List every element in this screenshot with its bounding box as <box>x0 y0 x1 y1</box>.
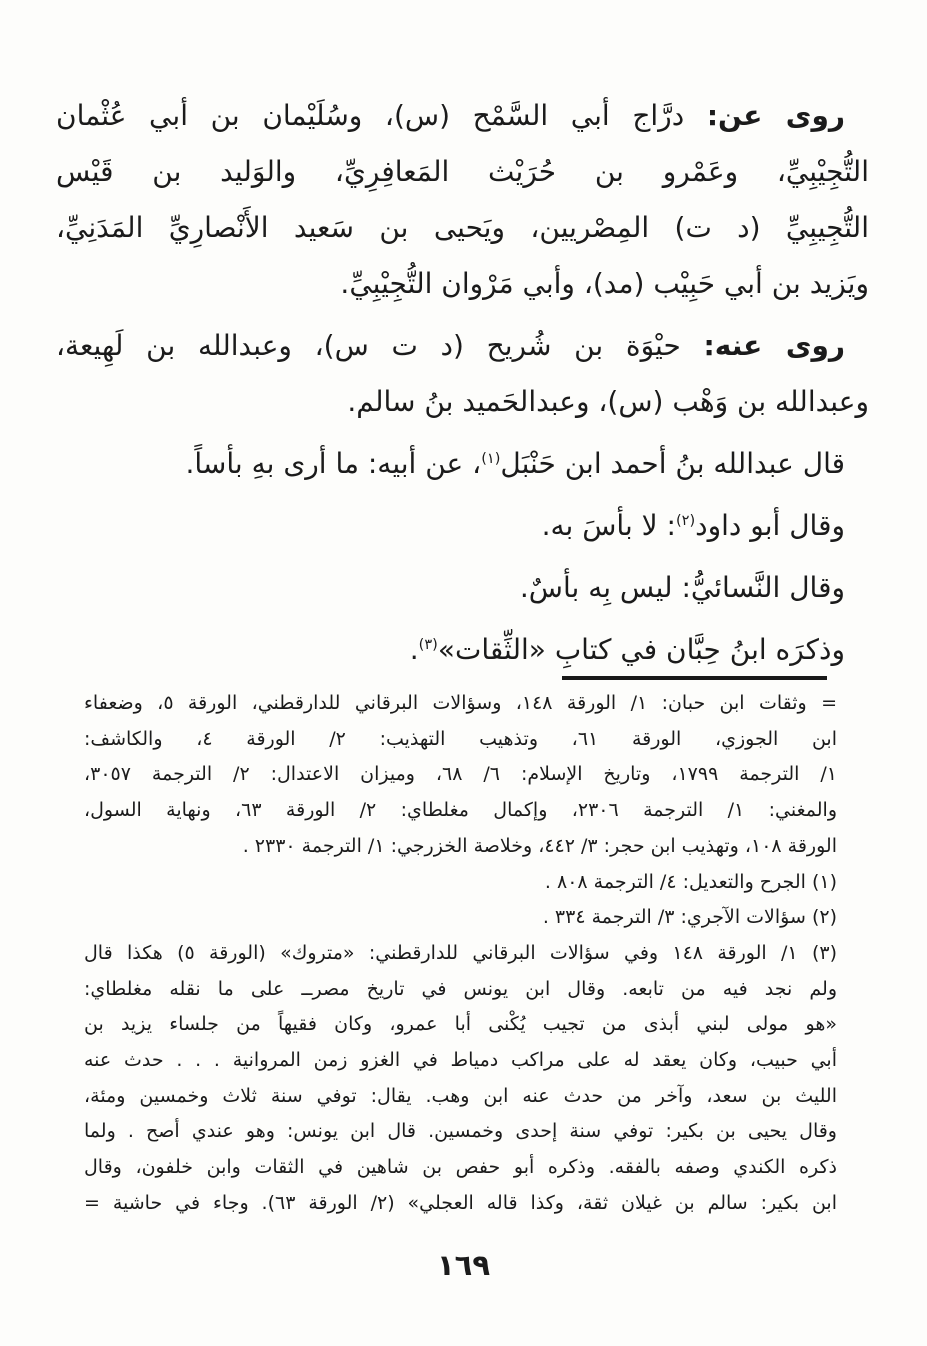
text-line: روى عنه: حيْوَة بن شُريح (د ت س)، وعبدالله بن لَهِيعة، <box>56 329 846 362</box>
paragraph <box>56 498 869 554</box>
footnote-line: والمغني: ١/ الترجمة ٢٣٠٦، وإكمال مغلطاي: ٢/ الورقة ٦٣، ونهاية السول، <box>84 799 837 822</box>
footnote-ref: (٣) <box>418 636 438 653</box>
footnote-line: الورقة ١٠٨، وتهذيب ابن حجر: ٣/ ٤٤٢، وخلاصة الخزرجي: ١/ الترجمة ٢٣٣٠ . <box>242 834 837 857</box>
paragraph <box>56 318 869 430</box>
paragraph <box>56 560 869 616</box>
text-line: روى عن: درَّاج أبي السَّمْح (س)، وسُلَيْمان بن أبي عُثْمان <box>56 99 845 132</box>
paragraph <box>56 88 869 312</box>
text-line: ويَزيد بن أبي حَبِيْب (مد)، وأبي مَرْوان التُّجِيْبِيِّ. <box>340 267 869 300</box>
footnote-marker: (١) <box>811 870 837 893</box>
text-line: التُّجِيْبِيِّ، وعَمْرو بن حُرَيْث المَعافِرِيِّ، والوَليد بن قَيْس <box>56 155 869 188</box>
footnotes <box>84 686 837 1222</box>
main-text <box>56 88 869 678</box>
text-line: قال عبدالله بنُ أحمد ابن حَنْبَل$^{(١)}$، عن أبيه: ما أرى بهِ بأساً. <box>185 447 845 480</box>
footnote-line: = وثقات ابن حبان: ١/ الورقة ١٤٨، وسؤالات البرقاني للدارقطني، الورقة ٥، وضعفاء <box>84 692 837 714</box>
footnote-block <box>84 900 837 936</box>
paragraph <box>56 436 869 492</box>
text-line: وقال أبو داود$^{(٢)}$: لا بأسَ به. <box>541 509 845 542</box>
footnote-marker: = <box>821 692 837 714</box>
footnote-line: ابن بكير: سالم بن غيلان ثقة، وكذا قاله العجلي» (٢/ الورقة ٦٣). وجاء في حاشية = <box>84 1191 837 1214</box>
footnote-line: ابن الجوزي، الورقة ٦١، وتذهيب التهذيب: ٢/ الورقة ٤، والكاشف: <box>84 727 837 750</box>
footnote-marker: (٣) <box>811 941 837 964</box>
footnote-separator <box>562 676 827 680</box>
footnote-block <box>84 936 837 1222</box>
footnote-ref: (١) <box>481 450 501 467</box>
footnote-line: الليث بن سعد، وآخر من حدث عنه ابن وهب. يقال: توفي سنة ثلاث وخمسين ومئة، <box>84 1084 837 1107</box>
paragraph <box>56 622 869 678</box>
footnote-line: أبي حبيب، وكان يعقد له على مراكب دمياط في الغزو زمن المروانية . . . حدث عنه <box>84 1049 837 1072</box>
footnote-line: «هو مولى لبني أبذى من تجيب يُكْنى أبا عمرو، وكان فقيهاً من جلساء يزيد بن <box>84 1013 837 1036</box>
text-line: وذكرَه ابنُ حِبَّان في كتابِ «الثِّقات»$^{(٣)}$. <box>409 633 845 666</box>
text-line: وعبدالله بن وَهْب (س)، وعبدالحَميد بنُ سالم. <box>347 385 869 418</box>
page-number: ١٦٩ <box>436 1248 491 1282</box>
footnote-line: (٣) ١/ الورقة ١٤٨ وفي سؤالات البرقاني للدارقطني: «متروك» (الورقة ٥) هكذا قال <box>84 941 837 964</box>
emphasis-lead: روى عن: <box>706 99 845 132</box>
emphasis-lead: روى عنه: <box>703 329 846 362</box>
text-line: وقال النَّسائيُّ: ليس بِه بأسٌ. <box>519 571 845 604</box>
footnote-line: ولم نجد فيه من تابعه. وقال ابن يونس في تاريخ مصرــ على ما نقله مغلطاي: <box>84 977 837 1000</box>
footnote-block <box>84 686 837 865</box>
footnote-line: وقال يحيى بن بكير: توفي سنة إحدى وخمسين. قال ابن يونس: وهو عندي أصح . ولما <box>84 1120 837 1143</box>
footnote-line: (٢) سؤالات الآجري: ٣/ الترجمة ٣٣٤ . <box>542 906 837 929</box>
footnote-ref: (٢) <box>675 512 696 529</box>
footnote-line: (١) الجرح والتعديل: ٤/ الترجمة ٨٠٨ . <box>544 870 837 893</box>
footnote-line: ذكره الكندي وصفه بالفقه. وذكره أبو حفص بن شاهين في الثقات وابن خلفون، وقال <box>84 1156 837 1179</box>
footnote-marker: (٢) <box>811 906 837 929</box>
footnote-block <box>84 865 837 901</box>
text-line: التُّجِيبِيِّ (د ت) المِصْريين، ويَحيى بن سَعيد الأَنْصارِيِّ المَدَنِيِّ، <box>56 211 869 244</box>
footnote-line: ١/ الترجمة ١٧٩٩، وتاريخ الإسلام: ٦/ ٦٨، وميزان الاعتدال: ٢/ الترجمة ٣٠٥٧، <box>84 763 837 786</box>
